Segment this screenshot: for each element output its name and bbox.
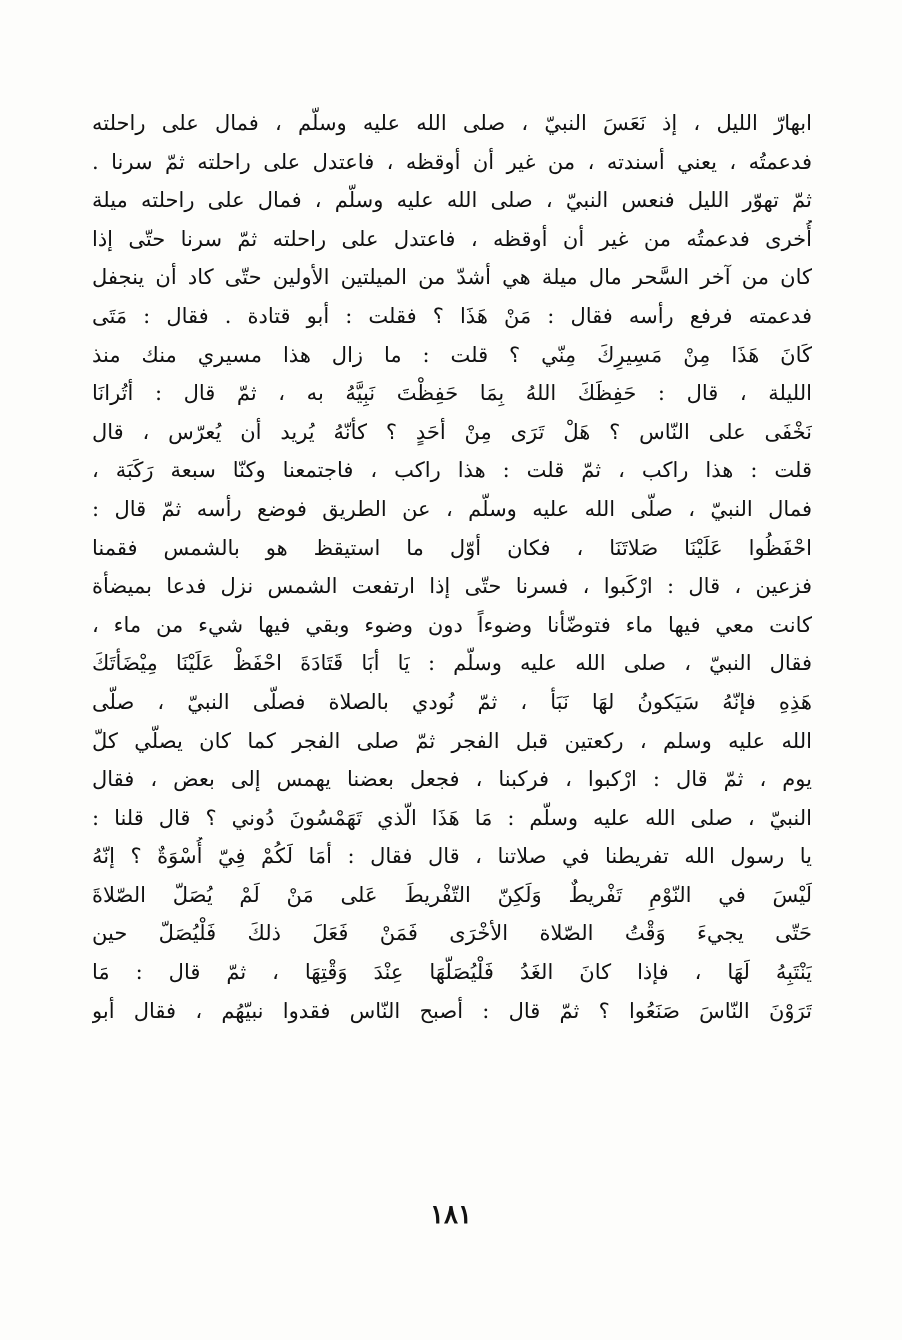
text-line: حَتّى يجيءَ وَقْتُ الصّلاة الأخْرَى فَمَنْ فَعَلَ ذلكَ فَلْيُصَلّ حين [92,921,812,946]
text-line: كَانَ هَذَا مِنْ مَسِيرِكَ مِنّي ؟ قلت : ما زال هذا مسيري منك منذ [92,342,812,367]
text-line: نَخْفَى على النّاس ؟ هَلْ تَرَى مِنْ أحَدٍ ؟ كأنّهُ يُريد أن يُعرّس ، قال [92,419,812,444]
body-text [92,104,812,1030]
text-line: فقال النبيّ ، صلى الله عليه وسلّم : يَا أبَا قَتَادَةَ احْفَظْ عَلَيْنَا مِيْضَأتَكَ [92,651,812,676]
text-line: فدعمته فرفع رأسه فقال : مَنْ هَذَا ؟ فقلت : أبو قتادة . فقال : مَتَى [92,303,812,328]
text-line: هَذِهِ فإنّهُ سَيَكونُ لهَا نَبَأ ، ثمّ نُودي بالصلاة فصلّى النبيّ ، صلّى [92,689,812,714]
text-line: كان من آخر السَّحر مال ميلة هي أشدّ من الميلتين الأولين حتّى كاد أن ينجفل [92,265,812,290]
text-line: الليلة ، قال : حَفِظَكَ اللهُ بِمَا حَفِظْتَ نَبِيَّهُ به ، ثمّ قال : أتُرانَا [92,381,812,406]
page-number: ١٨١ [430,1200,472,1230]
text-line: فمال النبيّ ، صلّى الله عليه وسلّم ، عن الطريق فوضع رأسه ثمّ قال : [92,496,812,521]
text-line: أُخرى فدعمتُه من غير أن أوقظه ، فاعتدل على راحلته ثمّ سرنا حتّى إذا [92,226,812,251]
text-line: يَنْتَبِهُ لَهَا ، فإذا كانَ الغَدُ فَلْيُصَلّهَا عِنْدَ وَقْتِهَا ، ثمّ قال : مَا [92,960,812,985]
text-line: النبيّ ، صلى الله عليه وسلّم : مَا هَذَا الّذي تَهَمْسُونَ دُوني ؟ قال قلنا : [92,805,812,830]
text-line: ابهارّ الليل ، إذ نَعَسَ النبيّ ، صلى الله عليه وسلّم ، فمال على راحلته [92,111,812,135]
text-line: يوم ، ثمّ قال : ارْكبوا ، فركبنا ، فجعل بعضنا يهمس إلى بعض ، فقال [92,767,812,792]
text-line: فزعين ، قال : ارْكَبوا ، فسرنا حتّى إذا ارتفعت الشمس نزل فدعا بميضأة [92,574,812,599]
text-line: قلت : هذا راكب ، ثمّ قلت : هذا راكب ، فاجتمعنا وكنّا سبعة رَكَبَة ، [92,458,812,483]
text-line: لَيْسَ في النّوْمِ تَفْريطٌ وَلَكِنّ التّفْريطَ عَلى مَنْ لَمْ يُصَلّ الصّلاةَ [92,882,812,907]
text-line: يا رسول الله تفريطنا في صلاتنا ، قال فقال : أمَا لَكُمْ فِيّ أُسْوَةٌ ؟ إنّهُ [92,844,812,869]
text-line: احْفَظُوا عَلَيْنَا صَلاتَنَا ، فكان أوّل ما استيقظ هو بالشمس فقمنا [92,535,812,560]
text-line: فدعمتُه ، يعني أسندته ، من غير أن أوقظه ، فاعتدل على راحلته ثمّ سرنا . [92,149,812,174]
text-line: كانت معي فيها ماء فتوضّأنا وضوءاً دون وضوء وبقي فيها شيء من ماء ، [92,612,812,637]
text-line: ثمّ تهوّر الليل فنعس النبيّ ، صلى الله عليه وسلّم ، فمال على راحلته ميلة [92,188,812,213]
text-line: تَرَوْنَ النّاسَ صَنَعُوا ؟ ثمّ قال : أصبح النّاس فقدوا نبيّهُم ، فقال أبو [92,998,812,1023]
text-line: الله عليه وسلم ، ركعتين قبل الفجر ثمّ صلى الفجر كما كان يصلّي كلّ [92,728,812,753]
